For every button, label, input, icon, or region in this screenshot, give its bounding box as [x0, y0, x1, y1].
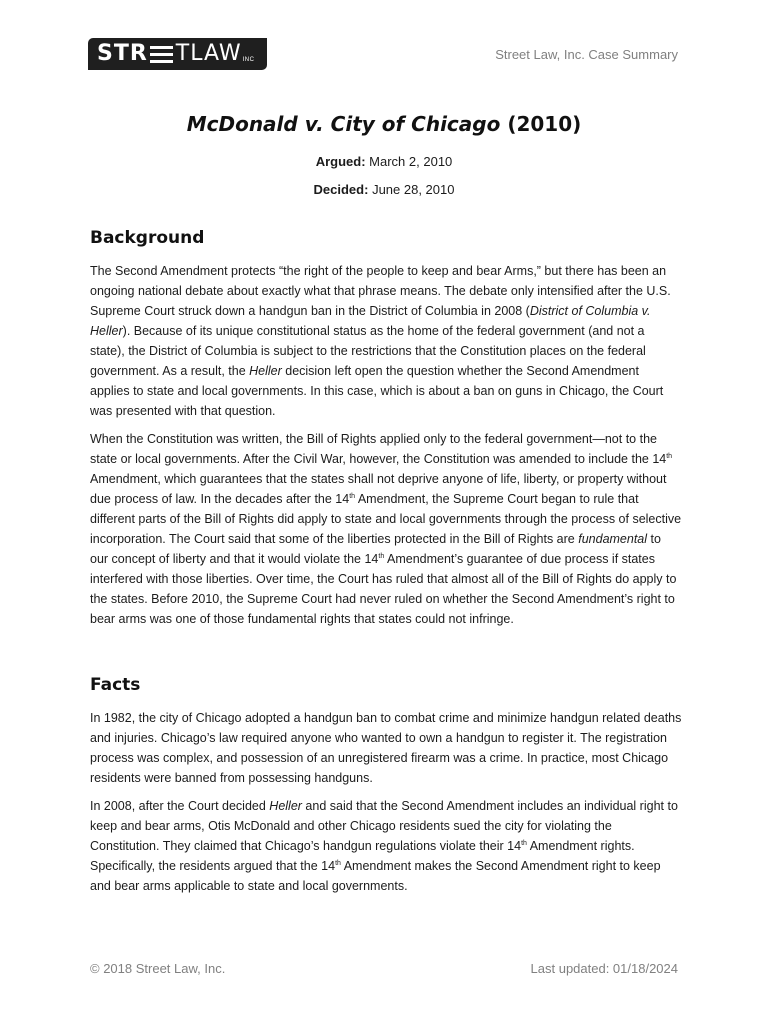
facts-heading: Facts [90, 675, 141, 695]
logo-inc: INC [242, 57, 255, 63]
logo-text-str: STR [97, 41, 148, 66]
background-paragraph-1: The Second Amendment protects “the right of the people to keep and bear Arms,” but there has been an ongoing national debate about exactly what that phrase means. The debate only intensified after the U.S. Supreme Court struck down a handgun ban in the District of Columbia in 2008 (District of Columbia v. Heller). Because of its unique constitutional status as the home of the federal government (and not a state), the District of Columbia is subject to the restrictions that the Constitution places on the federal government. As a result, the Heller decision left open the question whether the Second Amendment applies to state and local governments. In this case, which is about a ban on guns in Chicago, the Court was presented with that question. [90, 264, 671, 418]
decided-line [0, 182, 768, 197]
argued-line [0, 154, 768, 169]
case-year: (2010) [507, 112, 582, 136]
footer-last-updated: Last updated: 01/18/2024 [530, 961, 678, 976]
logo-text-tlaw: TLAW [175, 41, 242, 66]
argued-date: March 2, 2010 [369, 154, 453, 169]
case-name: McDonald v. City of Chicago [186, 112, 501, 136]
argued-label: Argued: [315, 154, 366, 169]
background-heading: Background [90, 228, 205, 248]
footer-copyright: © 2018 Street Law, Inc. [90, 961, 226, 976]
decided-date: June 28, 2010 [372, 182, 455, 197]
page-title [0, 112, 768, 136]
facts-paragraph-1: In 1982, the city of Chicago adopted a handgun ban to combat crime and minimize handgun related deaths and injuries. Chicago’s law required anyone who wanted to own a handgun to register it. The registration process was complex, and possession of an unregistered firearm was a crime. In practice, most Chicago residents were banned from possessing handguns. [90, 711, 682, 785]
logo-bars-icon [150, 46, 173, 63]
street-law-logo [88, 38, 267, 70]
header-case-summary-label: Street Law, Inc. Case Summary [495, 47, 678, 62]
decided-label: Decided: [313, 182, 369, 197]
background-paragraph-2: When the Constitution was written, the Bill of Rights applied only to the federal government—not to the state or local governments. After the Civil War, however, the Constitution was amended to include the 14th Amendment, which guarantees that the states shall not deprive anyone of life, liberty, or property without due process of law. In the decades after the 14th Amendment, the Supreme Court began to rule that different parts of the Bill of Rights did apply to state and local governments through the process of selective incorporation. The Court said that some of the liberties protected in the Bill of Rights are fundamental to our concept of liberty and that it would violate the 14th Amendment’s guarantee of due process if states interfered with those liberties. Over time, the Court has ruled that almost all of the Bill of Rights do apply to the states. Before 2010, the Supreme Court had never ruled on whether the Second Amendment’s right to bear arms was one of those fundamental rights that states could not infringe. [90, 432, 682, 626]
facts-paragraph-2: In 2008, after the Court decided Heller and said that the Second Amendment includes an individual right to keep and bear arms, Otis McDonald and other Chicago residents sued the city for violating the Constitution. They claimed that Chicago’s handgun regulations violate their 14th Amendment rights. Specifically, the residents argued that the 14th Amendment makes the Second Amendment right to keep and bear arms applicable to state and local governments. [90, 799, 678, 893]
